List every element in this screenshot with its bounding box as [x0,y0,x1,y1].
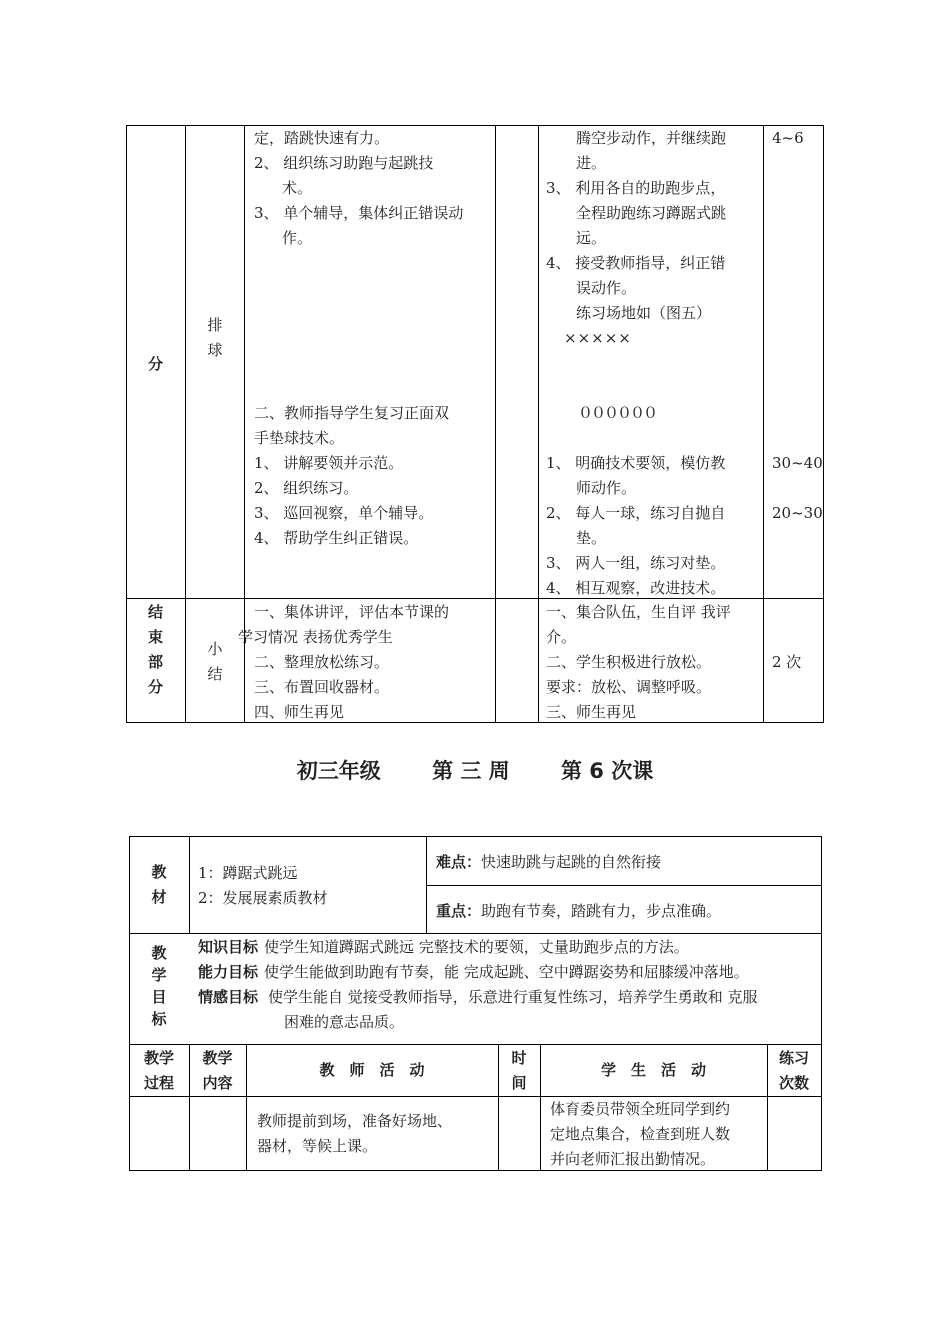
lesson-number: 第 6 次课 [561,759,654,783]
goal-label-knowledge: 知识目标 [198,938,259,956]
teacher-line: 定，踏跳快速有力。 [254,129,390,147]
difficulty-label: 难点： [436,853,482,871]
student-line: 误动作。 [576,279,637,297]
end-teacher-line: 二、整理放松练习。 [254,653,390,671]
week-label: 第 三 周 [432,759,510,783]
difficulty-text: 快速助跳与起跳的自然衔接 [481,853,662,871]
student-line: 2、 每人一球，练习自抛自 [546,504,726,522]
header-student-activity: 学 生 活 动 [600,1061,706,1079]
teacher-line: 术。 [282,179,313,197]
part-label: 分 [148,355,164,373]
content-summary: 小 结 [207,640,223,683]
row-teacher-line: 教师提前到场，准备好场地、 [257,1112,453,1130]
student-line: 师动作。 [576,479,637,497]
student-line: 垫。 [576,529,607,547]
teacher-line: 3、 单个辅导，集体纠正错误动 [254,204,464,222]
end-student-line: 要求：放松、调整呼吸。 [546,678,712,696]
goal-text-knowledge: 使学生知道蹲踞式跳远 完整技术的要领，丈量助跑步点的方法。 [264,938,689,956]
row-student-line: 体育委员带领全班同学到约 [550,1100,731,1118]
goal-text-emotion: 使学生能自 觉接受教师指导，乐意进行重复性练习，培养学生勇敢和 克服 [268,988,758,1006]
grade-label: 初三年级 [296,759,381,783]
goal-label-emotion: 情感目标 [198,988,259,1006]
row-teacher-line: 器材，等候上课。 [257,1137,378,1155]
teacher-line: 4、 帮助学生纠正错误。 [254,529,419,547]
header-content: 教学 内容 [202,1049,233,1092]
row-student-line: 并向老师汇报出勤情况。 [550,1150,716,1168]
reps-value: 20~30 [772,504,823,522]
material-item: 2：发展展素质教材 [198,889,328,907]
student-line: 3、 利用各自的助跑步点， [546,179,726,197]
teacher-line: 作。 [282,229,313,247]
teacher-line: 二、教师指导学生复习正面双 [254,404,450,422]
formation-crosses: ××××× [564,329,632,347]
header-time: 时 间 [511,1049,527,1092]
teacher-line: 2、 组织练习助跑与起跳技 [254,154,434,172]
goals-label: 教 学 目 标 [151,944,167,1028]
material-label: 教 材 [151,863,167,906]
reps-value: 4~6 [772,129,804,147]
end-student-line: 三、师生再见 [546,703,637,721]
end-teacher-line: 四、师生再见 [254,703,345,721]
end-teacher-line: 学习情况 表扬优秀学生 [238,628,393,646]
content-volleyball: 排 球 [207,316,223,359]
header-reps: 练习 次数 [778,1049,809,1092]
reps-value: 30~40 [772,454,823,472]
goal-text-continued: 困难的意志品质。 [284,1013,405,1031]
end-reps-value: 2 次 [772,653,802,671]
material-item: 1：蹲踞式跳远 [198,864,298,882]
student-line: 练习场地如（图五） [576,304,712,322]
header-process: 教学 过程 [143,1049,174,1092]
student-line: 远。 [576,229,607,247]
key-point-text: 助跑有节奏，踏跳有力，步点准确。 [481,902,722,920]
end-teacher-line: 一、集体讲评，评估本节课的 [254,603,450,621]
key-point-label: 重点： [436,902,482,920]
teacher-line: 手垫球技术。 [254,429,345,447]
goal-label-ability: 能力目标 [198,963,259,981]
header-teacher-activity: 教 师 活 动 [319,1061,425,1079]
row-student-line: 定地点集合，检查到班人数 [550,1125,731,1143]
student-line: 进。 [576,154,607,172]
end-student-line: 介。 [546,628,577,646]
teacher-line: 3、 巡回视察，单个辅导。 [254,504,434,522]
end-part-label: 结 束 部 分 [147,603,163,696]
student-line: 腾空步动作，并继续跑 [576,129,727,147]
student-line: 4、 相互观察，改进技术。 [546,579,726,597]
formation-circles: ００００００ [578,404,657,422]
teacher-line: 2、 组织练习。 [254,479,359,497]
end-teacher-line: 三、布置回收器材。 [254,678,390,696]
student-line: 4、 接受教师指导，纠正错 [546,254,726,272]
student-line: 1、 明确技术要领，模仿教 [546,454,726,472]
student-line: 3、 两人一组，练习对垫。 [546,554,726,572]
teacher-line: 1、 讲解要领并示范。 [254,454,404,472]
lesson-heading [0,755,950,785]
student-line: 全程助跑练习蹲踞式跳 [576,204,727,222]
end-student-line: 二、学生积极进行放松。 [546,653,712,671]
goal-text-ability: 使学生能做到助跑有节奏，能 完成起跳、空中蹲踞姿势和屈膝缓冲落地。 [264,963,749,981]
end-student-line: 一、集合队伍，生自评 我评 [546,603,731,621]
